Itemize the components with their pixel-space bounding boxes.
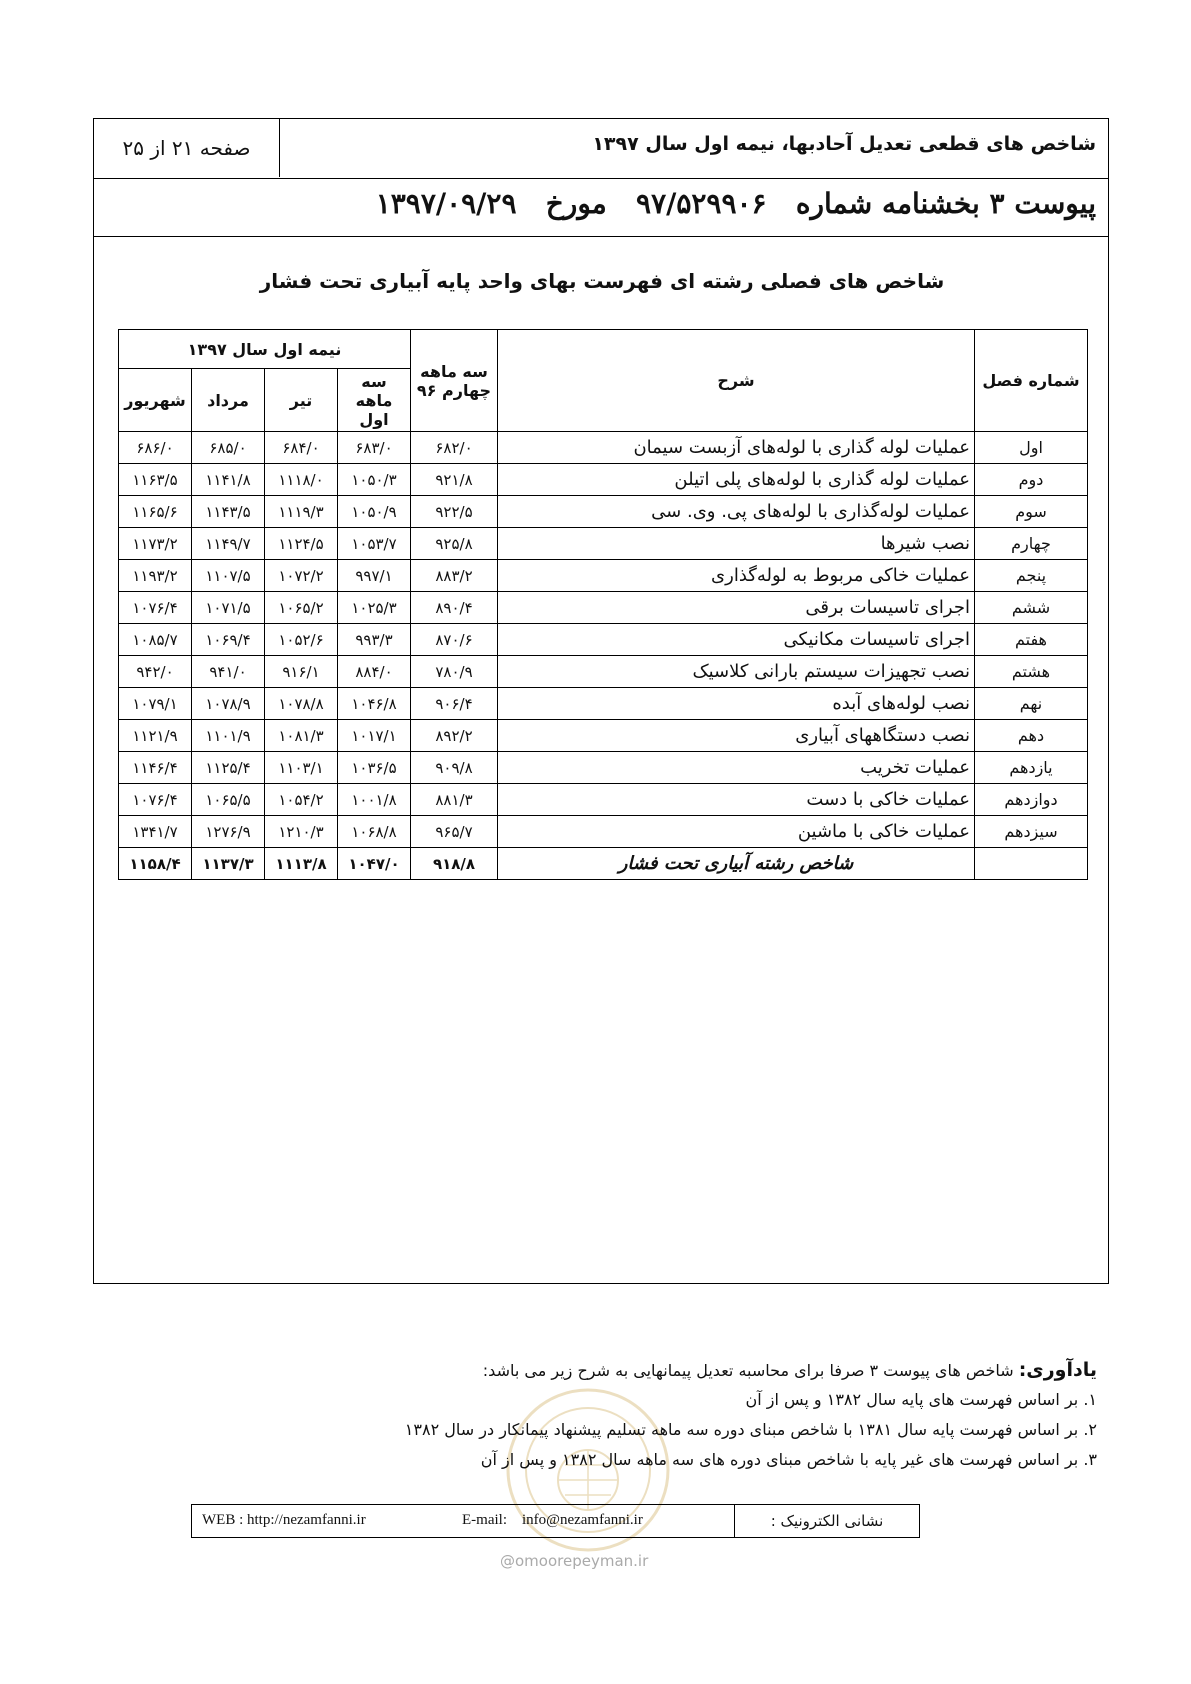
cell-q1: ۱۰۲۵/۳	[338, 592, 411, 624]
cell-mordad: ۱۱۰۷/۵	[192, 560, 265, 592]
cell-total-mordad: ۱۱۳۷/۳	[192, 848, 265, 880]
notes-intro: شاخص های پیوست ۳ صرفا برای محاسبه تعدیل پیمانهایی به شرح زیر می باشد:	[482, 1361, 1019, 1380]
table-row	[119, 624, 1088, 656]
cell-description: اجرای تاسیسات برقی	[498, 592, 975, 624]
note-item: ۲. بر اساس فهرست پایه سال ۱۳۸۱ با شاخص مبنای دوره سه ماهه تسلیم پیشنهاد پیمانکار در سال ۱۳۸۲	[404, 1420, 1097, 1439]
cell-chapter: یازدهم	[975, 752, 1088, 784]
cell-shahrivar: ۱۱۲۱/۹	[119, 720, 192, 752]
table-row	[119, 656, 1088, 688]
table-row	[119, 688, 1088, 720]
cell-shahrivar: ۱۱۶۵/۶	[119, 496, 192, 528]
table-row	[119, 816, 1088, 848]
cell-mordad: ۱۰۷۱/۵	[192, 592, 265, 624]
watermark-text: @omoorepeyman.ir	[500, 1552, 649, 1570]
cell-q1: ۱۰۳۶/۵	[338, 752, 411, 784]
cell-shahrivar: ۱۰۸۵/۷	[119, 624, 192, 656]
footer-email[interactable]: E-mail: info@nezamfanni.ir	[462, 1512, 643, 1528]
cell-q4-96: ۹۲۲/۵	[411, 496, 498, 528]
cell-q1: ۹۹۷/۱	[338, 560, 411, 592]
cell-chapter: اول	[975, 432, 1088, 464]
cell-q1: ۱۰۰۱/۸	[338, 784, 411, 816]
cell-tir: ۱۰۷۸/۸	[265, 688, 338, 720]
cell-shahrivar: ۱۰۷۹/۱	[119, 688, 192, 720]
cell-tir: ۹۱۶/۱	[265, 656, 338, 688]
cell-q4-96: ۸۸۱/۳	[411, 784, 498, 816]
cell-description: عملیات خاکی مربوط به لوله‌گذاری	[498, 560, 975, 592]
col-header-mordad: مرداد	[192, 369, 265, 432]
col-header-chapter: شماره فصل	[975, 330, 1088, 432]
table-row	[119, 496, 1088, 528]
cell-mordad: ۶۸۵/۰	[192, 432, 265, 464]
table-title: شاخص های فصلی رشته ای فهرست بهای واحد پایه آبیاری تحت فشار	[259, 269, 945, 293]
cell-q4-96: ۸۷۰/۶	[411, 624, 498, 656]
cell-q1: ۱۰۱۷/۱	[338, 720, 411, 752]
index-table	[118, 329, 1088, 880]
notes-section	[117, 1355, 1097, 1475]
cell-mordad: ۱۰۷۸/۹	[192, 688, 265, 720]
cell-chapter: دهم	[975, 720, 1088, 752]
table-row	[119, 752, 1088, 784]
col-header-q1: سه ماهه اول	[338, 369, 411, 432]
cell-q4-96: ۸۹۲/۲	[411, 720, 498, 752]
cell-chapter: نهم	[975, 688, 1088, 720]
cell-tir: ۱۲۱۰/۳	[265, 816, 338, 848]
header-row	[94, 119, 1108, 179]
page-number: صفحه ۲۱ از ۲۵	[94, 119, 280, 177]
cell-tir: ۱۰۵۲/۶	[265, 624, 338, 656]
cell-q4-96: ۹۰۹/۸	[411, 752, 498, 784]
cell-shahrivar: ۶۸۶/۰	[119, 432, 192, 464]
cell-tir: ۱۱۱۹/۳	[265, 496, 338, 528]
cell-mordad: ۱۲۷۶/۹	[192, 816, 265, 848]
cell-chapter: سیزدهم	[975, 816, 1088, 848]
cell-shahrivar: ۱۱۹۳/۲	[119, 560, 192, 592]
cell-shahrivar: ۱۰۷۶/۴	[119, 592, 192, 624]
cell-q1: ۱۰۵۰/۳	[338, 464, 411, 496]
col-header-q4-96: سه ماهه چهارم ۹۶	[411, 330, 498, 432]
table-row	[119, 560, 1088, 592]
cell-q1: ۸۸۴/۰	[338, 656, 411, 688]
cell-description: نصب لوله‌های آبده	[498, 688, 975, 720]
cell-chapter: دوم	[975, 464, 1088, 496]
cell-tir: ۱۰۶۵/۲	[265, 592, 338, 624]
cell-mordad: ۱۱۴۹/۷	[192, 528, 265, 560]
cell-chapter: هفتم	[975, 624, 1088, 656]
cell-description: عملیات خاکی با دست	[498, 784, 975, 816]
col-header-tir: تیر	[265, 369, 338, 432]
cell-shahrivar: ۱۱۷۳/۲	[119, 528, 192, 560]
cell-description: عملیات خاکی با ماشین	[498, 816, 975, 848]
cell-chapter: پنجم	[975, 560, 1088, 592]
footer-contact-box	[191, 1504, 920, 1538]
cell-description: عملیات لوله‌گذاری با لوله‌های پی. وی. سی	[498, 496, 975, 528]
table-row	[119, 528, 1088, 560]
cell-description: اجرای تاسیسات مکانیکی	[498, 624, 975, 656]
table-row	[119, 432, 1088, 464]
cell-q4-96: ۹۰۶/۴	[411, 688, 498, 720]
cell-description: عملیات لوله گذاری با لوله‌های آزبست سیمان	[498, 432, 975, 464]
footer-label: نشانی الکترونیک :	[734, 1505, 919, 1537]
note-item: ۳. بر اساس فهرست های غیر پایه با شاخص مبنای دوره های سه ماهه سال ۱۳۸۲ و پس از آن	[480, 1450, 1097, 1469]
cell-shahrivar: ۱۱۶۳/۵	[119, 464, 192, 496]
cell-chapter-empty	[975, 848, 1088, 880]
col-header-group-1397: نیمه اول سال ۱۳۹۷	[119, 330, 411, 369]
cell-q4-96: ۶۸۲/۰	[411, 432, 498, 464]
cell-total-tir: ۱۱۱۳/۸	[265, 848, 338, 880]
cell-tir: ۱۰۷۲/۲	[265, 560, 338, 592]
cell-mordad: ۹۴۱/۰	[192, 656, 265, 688]
cell-shahrivar: ۱۱۴۶/۴	[119, 752, 192, 784]
cell-q4-96: ۹۶۵/۷	[411, 816, 498, 848]
cell-mordad: ۱۰۶۵/۵	[192, 784, 265, 816]
cell-mordad: ۱۱۲۵/۴	[192, 752, 265, 784]
cell-tir: ۱۰۸۱/۳	[265, 720, 338, 752]
cell-q1: ۱۰۶۸/۸	[338, 816, 411, 848]
cell-tir: ۱۱۱۸/۰	[265, 464, 338, 496]
cell-tir: ۱۱۲۴/۵	[265, 528, 338, 560]
table-row	[119, 464, 1088, 496]
cell-total-q1: ۱۰۴۷/۰	[338, 848, 411, 880]
cell-q1: ۹۹۳/۳	[338, 624, 411, 656]
col-header-shahrivar: شهریور	[119, 369, 192, 432]
cell-tir: ۶۸۴/۰	[265, 432, 338, 464]
cell-q4-96: ۸۸۳/۲	[411, 560, 498, 592]
cell-mordad: ۱۱۴۱/۸	[192, 464, 265, 496]
notes-label: یادآوری:	[1018, 1359, 1097, 1381]
cell-mordad: ۱۱۴۳/۵	[192, 496, 265, 528]
page-frame	[93, 118, 1109, 1284]
cell-q4-96: ۸۹۰/۴	[411, 592, 498, 624]
table-row	[119, 784, 1088, 816]
cell-shahrivar: ۹۴۲/۰	[119, 656, 192, 688]
cell-tir: ۱۱۰۳/۱	[265, 752, 338, 784]
cell-q1: ۱۰۴۶/۸	[338, 688, 411, 720]
cell-description: عملیات لوله گذاری با لوله‌های پلی اتیلن	[498, 464, 975, 496]
cell-chapter: چهارم	[975, 528, 1088, 560]
cell-total-shahrivar: ۱۱۵۸/۴	[119, 848, 192, 880]
cell-mordad: ۱۰۶۹/۴	[192, 624, 265, 656]
subtitle-row	[94, 179, 1108, 237]
cell-description: نصب دستگاههای آبیاری	[498, 720, 975, 752]
cell-q4-96: ۷۸۰/۹	[411, 656, 498, 688]
cell-shahrivar: ۱۰۷۶/۴	[119, 784, 192, 816]
cell-total-q4-96: ۹۱۸/۸	[411, 848, 498, 880]
table-row	[119, 720, 1088, 752]
col-header-description: شرح	[498, 330, 975, 432]
circular-reference: پیوست ۳ بخشنامه شماره ۹۷/۵۲۹۹۰۶ مورخ ۱۳۹۷/۰۹/۲۹	[375, 187, 1096, 220]
cell-chapter: هشتم	[975, 656, 1088, 688]
cell-q4-96: ۹۲۱/۸	[411, 464, 498, 496]
cell-q1: ۱۰۵۰/۹	[338, 496, 411, 528]
table-total-row	[119, 848, 1088, 880]
table-row	[119, 592, 1088, 624]
cell-shahrivar: ۱۳۴۱/۷	[119, 816, 192, 848]
cell-chapter: دوازدهم	[975, 784, 1088, 816]
cell-q1: ۶۸۳/۰	[338, 432, 411, 464]
cell-description: نصب تجهیزات سیستم بارانی کلاسیک	[498, 656, 975, 688]
cell-chapter: ششم	[975, 592, 1088, 624]
cell-mordad: ۱۱۰۱/۹	[192, 720, 265, 752]
footer-web[interactable]: WEB : http://nezamfanni.ir	[202, 1512, 366, 1528]
note-item: ۱. بر اساس فهرست های پایه سال ۱۳۸۲ و پس از آن	[745, 1390, 1097, 1409]
cell-tir: ۱۰۵۴/۲	[265, 784, 338, 816]
cell-q1: ۱۰۵۳/۷	[338, 528, 411, 560]
cell-description: نصب شیرها	[498, 528, 975, 560]
cell-chapter: سوم	[975, 496, 1088, 528]
cell-description: عملیات تخریب	[498, 752, 975, 784]
document-title: شاخص های قطعی تعدیل آحادبها، نیمه اول سال ۱۳۹۷	[592, 133, 1096, 155]
cell-total-description: شاخص رشته آبیاری تحت فشار	[498, 848, 975, 880]
notes-intro-line	[117, 1355, 1097, 1385]
cell-q4-96: ۹۲۵/۸	[411, 528, 498, 560]
